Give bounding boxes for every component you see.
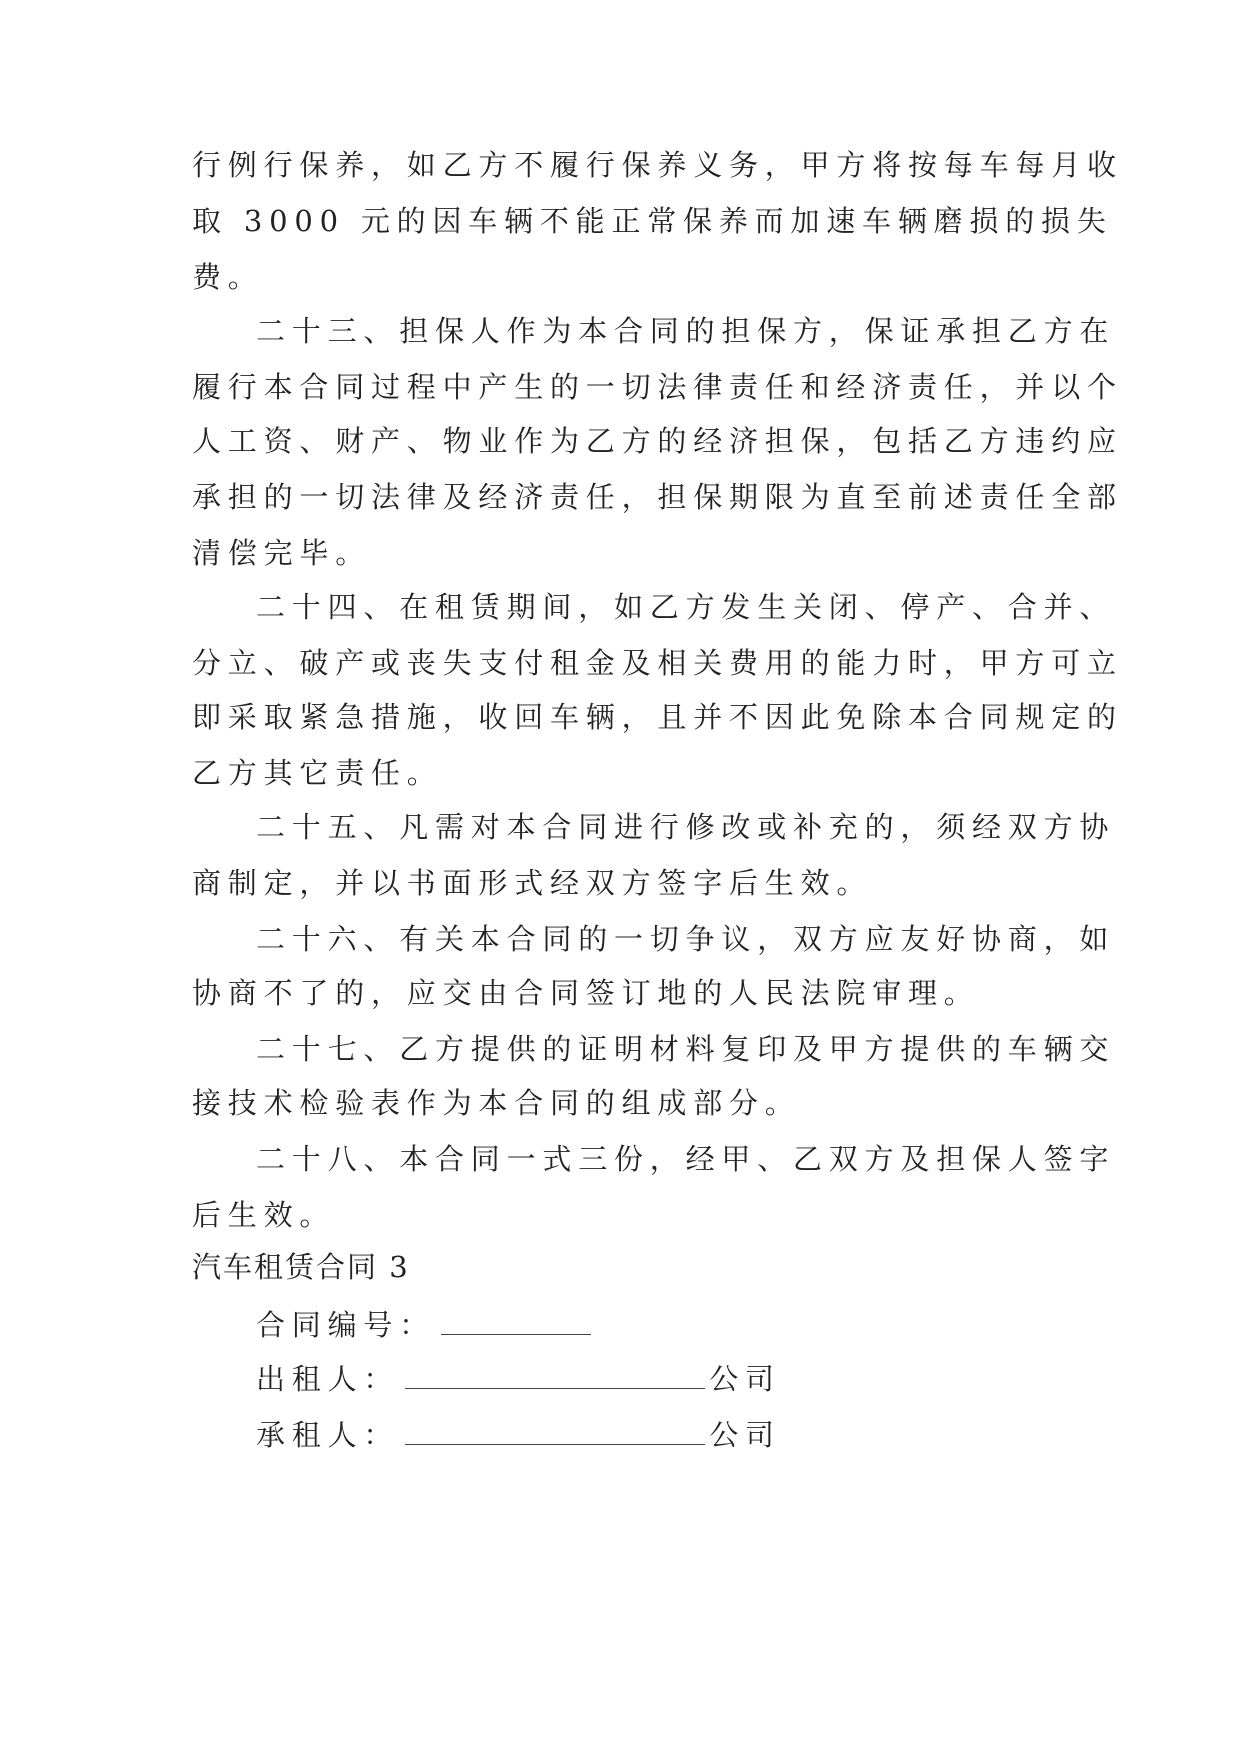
body-line: 商制定，并以书面形式经双方签字后生效。 <box>192 866 873 900</box>
lessee-suffix: 公司 <box>709 1418 781 1452</box>
lessor-row <box>256 1360 781 1396</box>
body-line: 乙方其它责任。 <box>192 756 443 790</box>
body-line: 协商不了的，应交由合同签订地的人民法院审理。 <box>192 976 980 1010</box>
clause-25-line: 二十五、凡需对本合同进行修改或补充的，须经双方协 <box>256 810 1116 844</box>
clause-24-line: 二十四、在租赁期间，如乙方发生关闭、停产、合并、 <box>256 590 1116 624</box>
body-line: 费。 <box>192 260 264 294</box>
contract-number-blank <box>441 1306 591 1335</box>
clause-23-line: 二十三、担保人作为本合同的担保方，保证承担乙方在 <box>256 314 1116 348</box>
lessee-row <box>256 1416 781 1452</box>
lessor-suffix: 公司 <box>709 1362 781 1396</box>
body-line: 接技术检验表作为本合同的组成部分。 <box>192 1086 801 1120</box>
section-title: 汽车租赁合同 3 <box>192 1250 410 1284</box>
body-line: 即采取紧急措施，收回车辆，且并不因此免除本合同规定的 <box>192 700 1123 734</box>
lessor-blank <box>405 1360 705 1389</box>
body-line: 分立、破产或丧失支付租金及相关费用的能力时，甲方可立 <box>192 646 1123 680</box>
body-line: 承担的一切法律及经济责任，担保期限为直至前述责任全部 <box>192 480 1123 514</box>
body-line: 后生效。 <box>192 1198 336 1232</box>
lessee-blank <box>405 1416 705 1445</box>
clause-28-line: 二十八、本合同一式三份，经甲、乙双方及担保人签字 <box>256 1142 1116 1176</box>
lessee-label: 承租人： <box>256 1418 400 1452</box>
body-line: 清偿完毕。 <box>192 536 372 570</box>
contract-number-label: 合同编号： <box>256 1308 436 1342</box>
body-line: 履行本合同过程中产生的一切法律责任和经济责任，并以个 <box>192 370 1123 404</box>
body-line: 取 3000 元的因车辆不能正常保养而加速车辆磨损的损失 <box>192 204 1113 238</box>
clause-27-line: 二十七、乙方提供的证明材料复印及甲方提供的车辆交 <box>256 1032 1116 1066</box>
body-line: 行例行保养，如乙方不履行保养义务，甲方将按每车每月收 <box>192 148 1123 182</box>
contract-number-row <box>256 1306 595 1342</box>
clause-26-line: 二十六、有关本合同的一切争议，双方应友好协商，如 <box>256 922 1116 956</box>
lessor-label: 出租人： <box>256 1362 400 1396</box>
body-line: 人工资、财产、物业作为乙方的经济担保，包括乙方违约应 <box>192 424 1123 458</box>
